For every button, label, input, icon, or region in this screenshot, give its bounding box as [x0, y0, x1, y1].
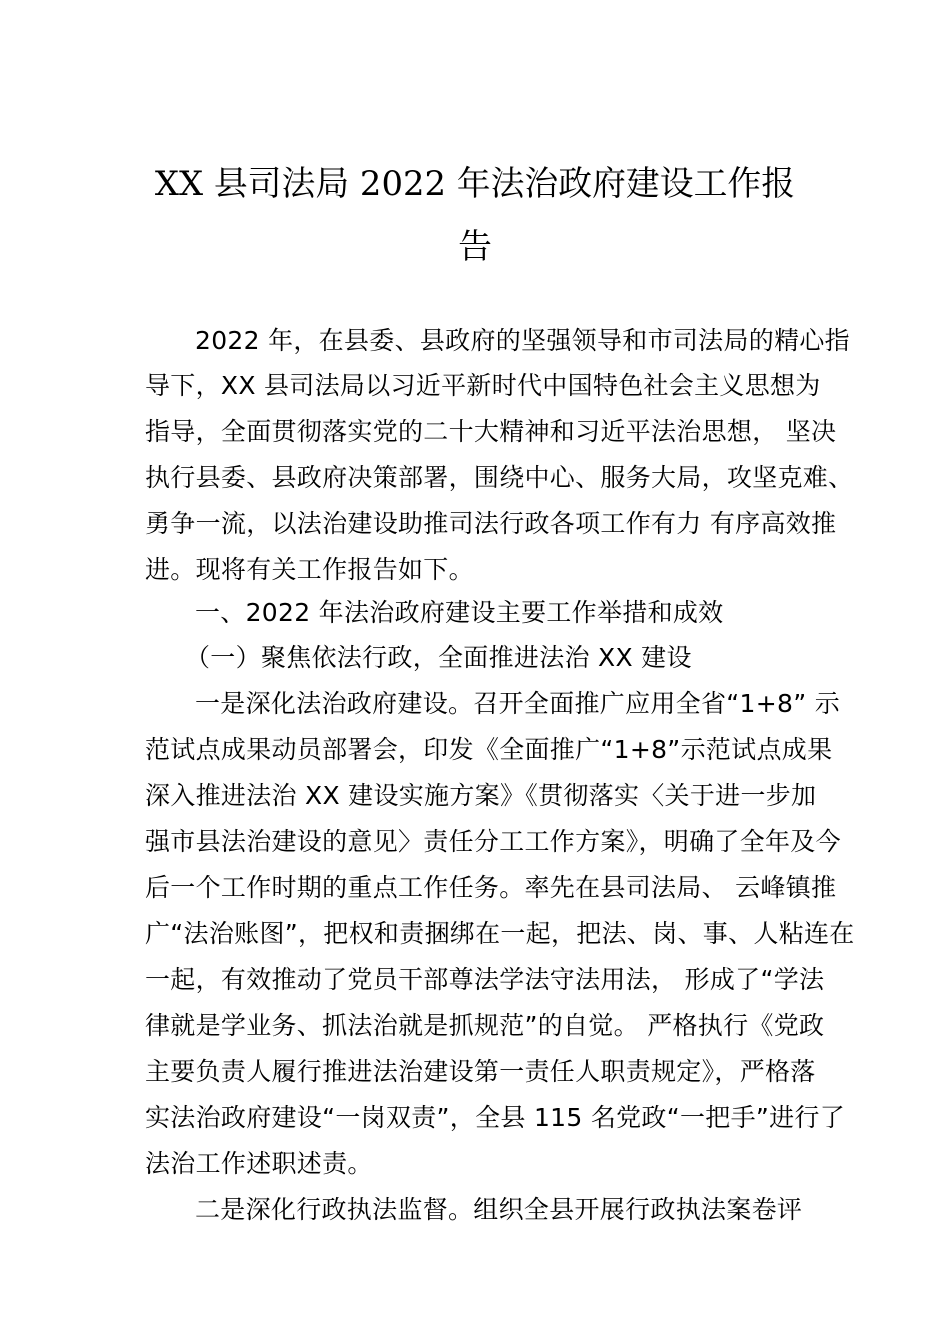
section-heading: 一、2022 年法治政府建设主要工作举措和成效: [195, 598, 724, 627]
body-line: 2022 年，在县委、县政府的坚强领导和市司法局的精心指: [195, 326, 850, 355]
body-line: 范试点成果动员部署会，印发《全面推广“1+8”示范试点成果: [145, 735, 833, 764]
body-line: 强市县法治建设的意见〉责任分工工作方案》，明确了全年及今: [145, 827, 841, 856]
body-line: 导下，XX 县司法局以习近平新时代中国特色社会主义思想为: [145, 371, 821, 400]
body-line: 执行县委、县政府决策部署，围绕中心、服务大局，攻坚克难、: [145, 463, 854, 492]
body-line: 二是深化行政执法监督。组织全县开展行政执法案卷评: [195, 1195, 803, 1224]
body-line: 深入推进法治 XX 建设实施方案》《贯彻落实〈关于进一步加: [145, 781, 817, 810]
document-title-line-2: 告: [458, 227, 492, 267]
body-line: 律就是学业务、抓法治就是抓规范”的自觉。 严格执行《党政: [145, 1011, 825, 1040]
body-line: 后一个工作时期的重点工作任务。率先在县司法局、 云峰镇推: [145, 873, 837, 902]
body-line: 一是深化法治政府建设。召开全面推广应用全省“1+8” 示: [195, 689, 841, 718]
subsection-heading: （一）聚焦依法行政，全面推进法治 XX 建设: [185, 643, 692, 672]
body-line: 进。现将有关工作报告如下。: [145, 555, 474, 584]
body-line: 指导，全面贯彻落实党的二十大精神和习近平法治思想， 坚决: [145, 417, 837, 446]
body-line: 一起，有效推动了党员干部尊法学法守法用法， 形成了“学法: [145, 965, 825, 994]
body-line: 法治工作述职述责。: [145, 1149, 373, 1178]
document-title-line-1: XX 县司法局 2022 年法治政府建设工作报: [154, 164, 796, 204]
body-line: 勇争一流，以法治建设助推司法行政各项工作有力 有序高效推: [145, 509, 837, 538]
body-line: 主要负责人履行推进法治建设第一责任人职责规定》，严格落: [145, 1057, 816, 1086]
body-line: 广“法治账图”，把权和责捆绑在一起，把法、岗、事、人粘连在: [145, 919, 855, 948]
body-line: 实法治政府建设“一岗双责”，全县 115 名党政“一把手”进行了: [145, 1103, 846, 1132]
